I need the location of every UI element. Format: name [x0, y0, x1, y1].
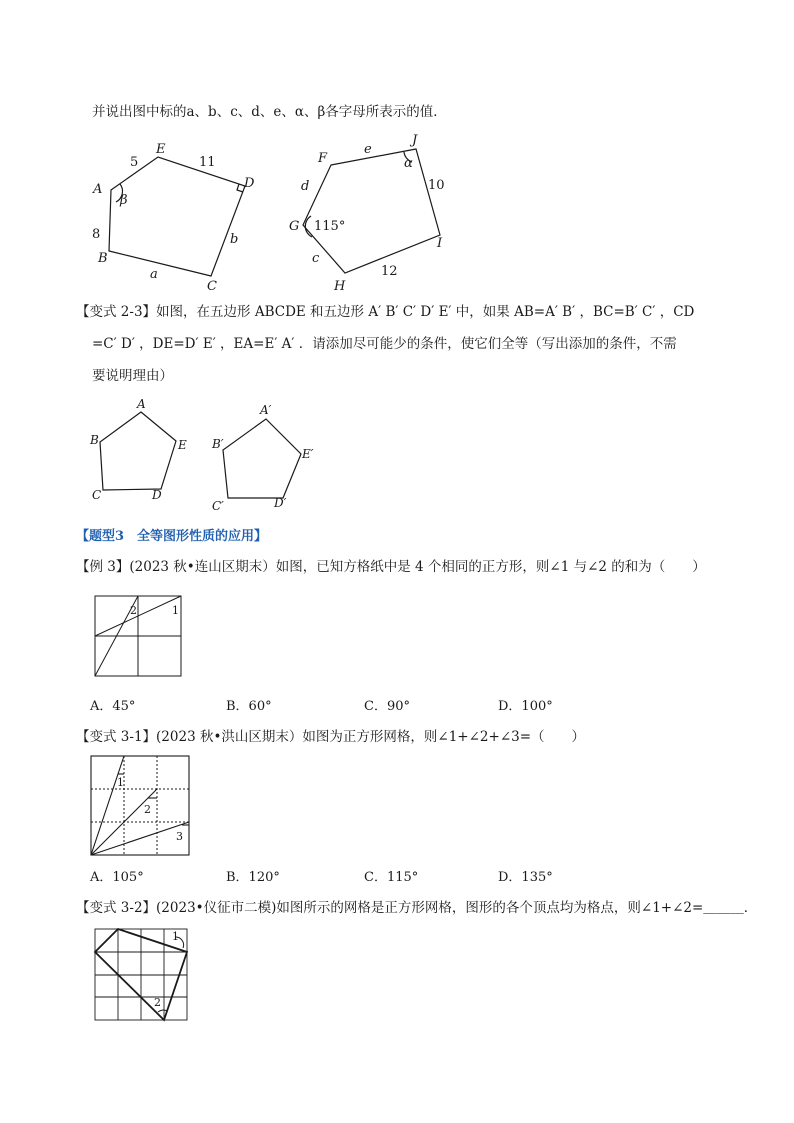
ex3-angle-label-1: 1 — [172, 604, 179, 617]
v31-text: 【变式 3-1】(2023 秋•洪山区期末）如图为正方形网格，则∠1+∠2+∠3=（ ） — [76, 729, 586, 745]
v32-angle-label-1: 1 — [172, 930, 179, 943]
side-label-ae: 5 — [130, 155, 139, 170]
v32-text: 【变式 3-2】(2023•仪征市二模)如图所示的网格是正方形网格，图形的各个顶点均为格点，则∠1+∠2=＿＿＿． — [76, 900, 758, 916]
vertex-label-i: I — [437, 236, 443, 251]
angle-label-alpha: α — [404, 156, 413, 171]
vertex-label-a: A — [93, 182, 103, 197]
v23-label-c-prime: C′ — [212, 499, 224, 513]
v31-option-a[interactable]: A．105° — [90, 870, 144, 885]
side-label-ih: 12 — [381, 264, 398, 279]
vertex-label-e: E — [156, 142, 166, 157]
side-label-dc: b — [230, 232, 239, 247]
v32-angle-label-2: 2 — [154, 996, 161, 1009]
side-label-gf: d — [301, 179, 310, 194]
pentagon-fjihg — [303, 149, 440, 273]
ex3-angle-label-2: 2 — [130, 604, 137, 617]
v23-line3: 要说明理由） — [92, 368, 173, 384]
v31-option-c[interactable]: C．115° — [364, 870, 419, 885]
ex3-text: 【例 3】(2023 秋•连山区期末）如图，已知方格纸中是 4 个相同的正方形，则∠1 与∠2 的和为（ ） — [76, 559, 706, 575]
angle-arc-beta — [116, 184, 123, 202]
v23-label-b: B — [90, 433, 99, 447]
side-label-fj: e — [364, 142, 372, 157]
v23-label-c: C — [92, 488, 102, 502]
side-label-ed: 11 — [199, 155, 216, 170]
vertex-label-f: F — [318, 151, 328, 166]
v23-label-e: E — [178, 438, 187, 452]
vertex-label-g: G — [289, 219, 300, 234]
side-label-cb: a — [150, 267, 158, 282]
angle-label-115: 115° — [314, 219, 346, 234]
section-heading-3: 【题型3 全等图形性质的应用】 — [76, 529, 268, 544]
ex3-option-a[interactable]: A．45° — [90, 699, 136, 714]
v31-option-b[interactable]: B．120° — [226, 870, 280, 885]
v23-label-d: D — [152, 488, 162, 502]
ex3-option-c[interactable]: C．90° — [364, 699, 410, 714]
vertex-label-b: B — [98, 251, 108, 266]
intro-text: 并说出图中标的a、b、c、d、e、α、β各字母所表示的值． — [92, 104, 447, 120]
ex3-option-d[interactable]: D．100° — [498, 699, 553, 714]
angle-label-beta: β — [120, 193, 128, 208]
v23-label-a: A — [137, 397, 146, 411]
v23-line1: 【变式 2-3】如图，在五边形 ABCDE 和五边形 A′ B′ C′ D′ E′ 中，如果 AB=A′ B′ ，BC=B′ C′ ，CD — [76, 304, 695, 320]
pentagon-aedcb — [109, 157, 245, 276]
ex3-option-b[interactable]: B．60° — [226, 699, 272, 714]
side-label-hg: c — [312, 251, 320, 266]
v31-angle-label-2: 2 — [144, 803, 151, 816]
vertex-label-d: D — [244, 176, 255, 191]
side-label-ji: 10 — [428, 178, 445, 193]
vertex-label-h: H — [334, 279, 346, 294]
angle-arc-alpha — [404, 152, 412, 162]
side-label-ba: 8 — [92, 227, 101, 242]
v23-label-e-prime: E′ — [302, 447, 314, 461]
v31-option-d[interactable]: D．135° — [498, 870, 553, 885]
v23-line2: =C′ D′ ，DE=D′ E′ ，EA=E′ A′ ．请添加尽可能少的条件，使它们全等（写出添加的条件，不需 — [92, 336, 677, 352]
v23-label-b-prime: B′ — [212, 437, 224, 451]
v23-label-d-prime: D′ — [274, 496, 287, 510]
right-angle-mark-d — [237, 184, 243, 192]
vertex-label-c: C — [207, 279, 217, 294]
vertex-label-j: J — [412, 133, 418, 148]
v23-label-a-prime: A′ — [260, 403, 272, 417]
v31-angle-label-1: 1 — [117, 776, 124, 789]
angle-arc-115 — [305, 216, 312, 237]
v31-angle-label-3: 3 — [176, 830, 183, 843]
